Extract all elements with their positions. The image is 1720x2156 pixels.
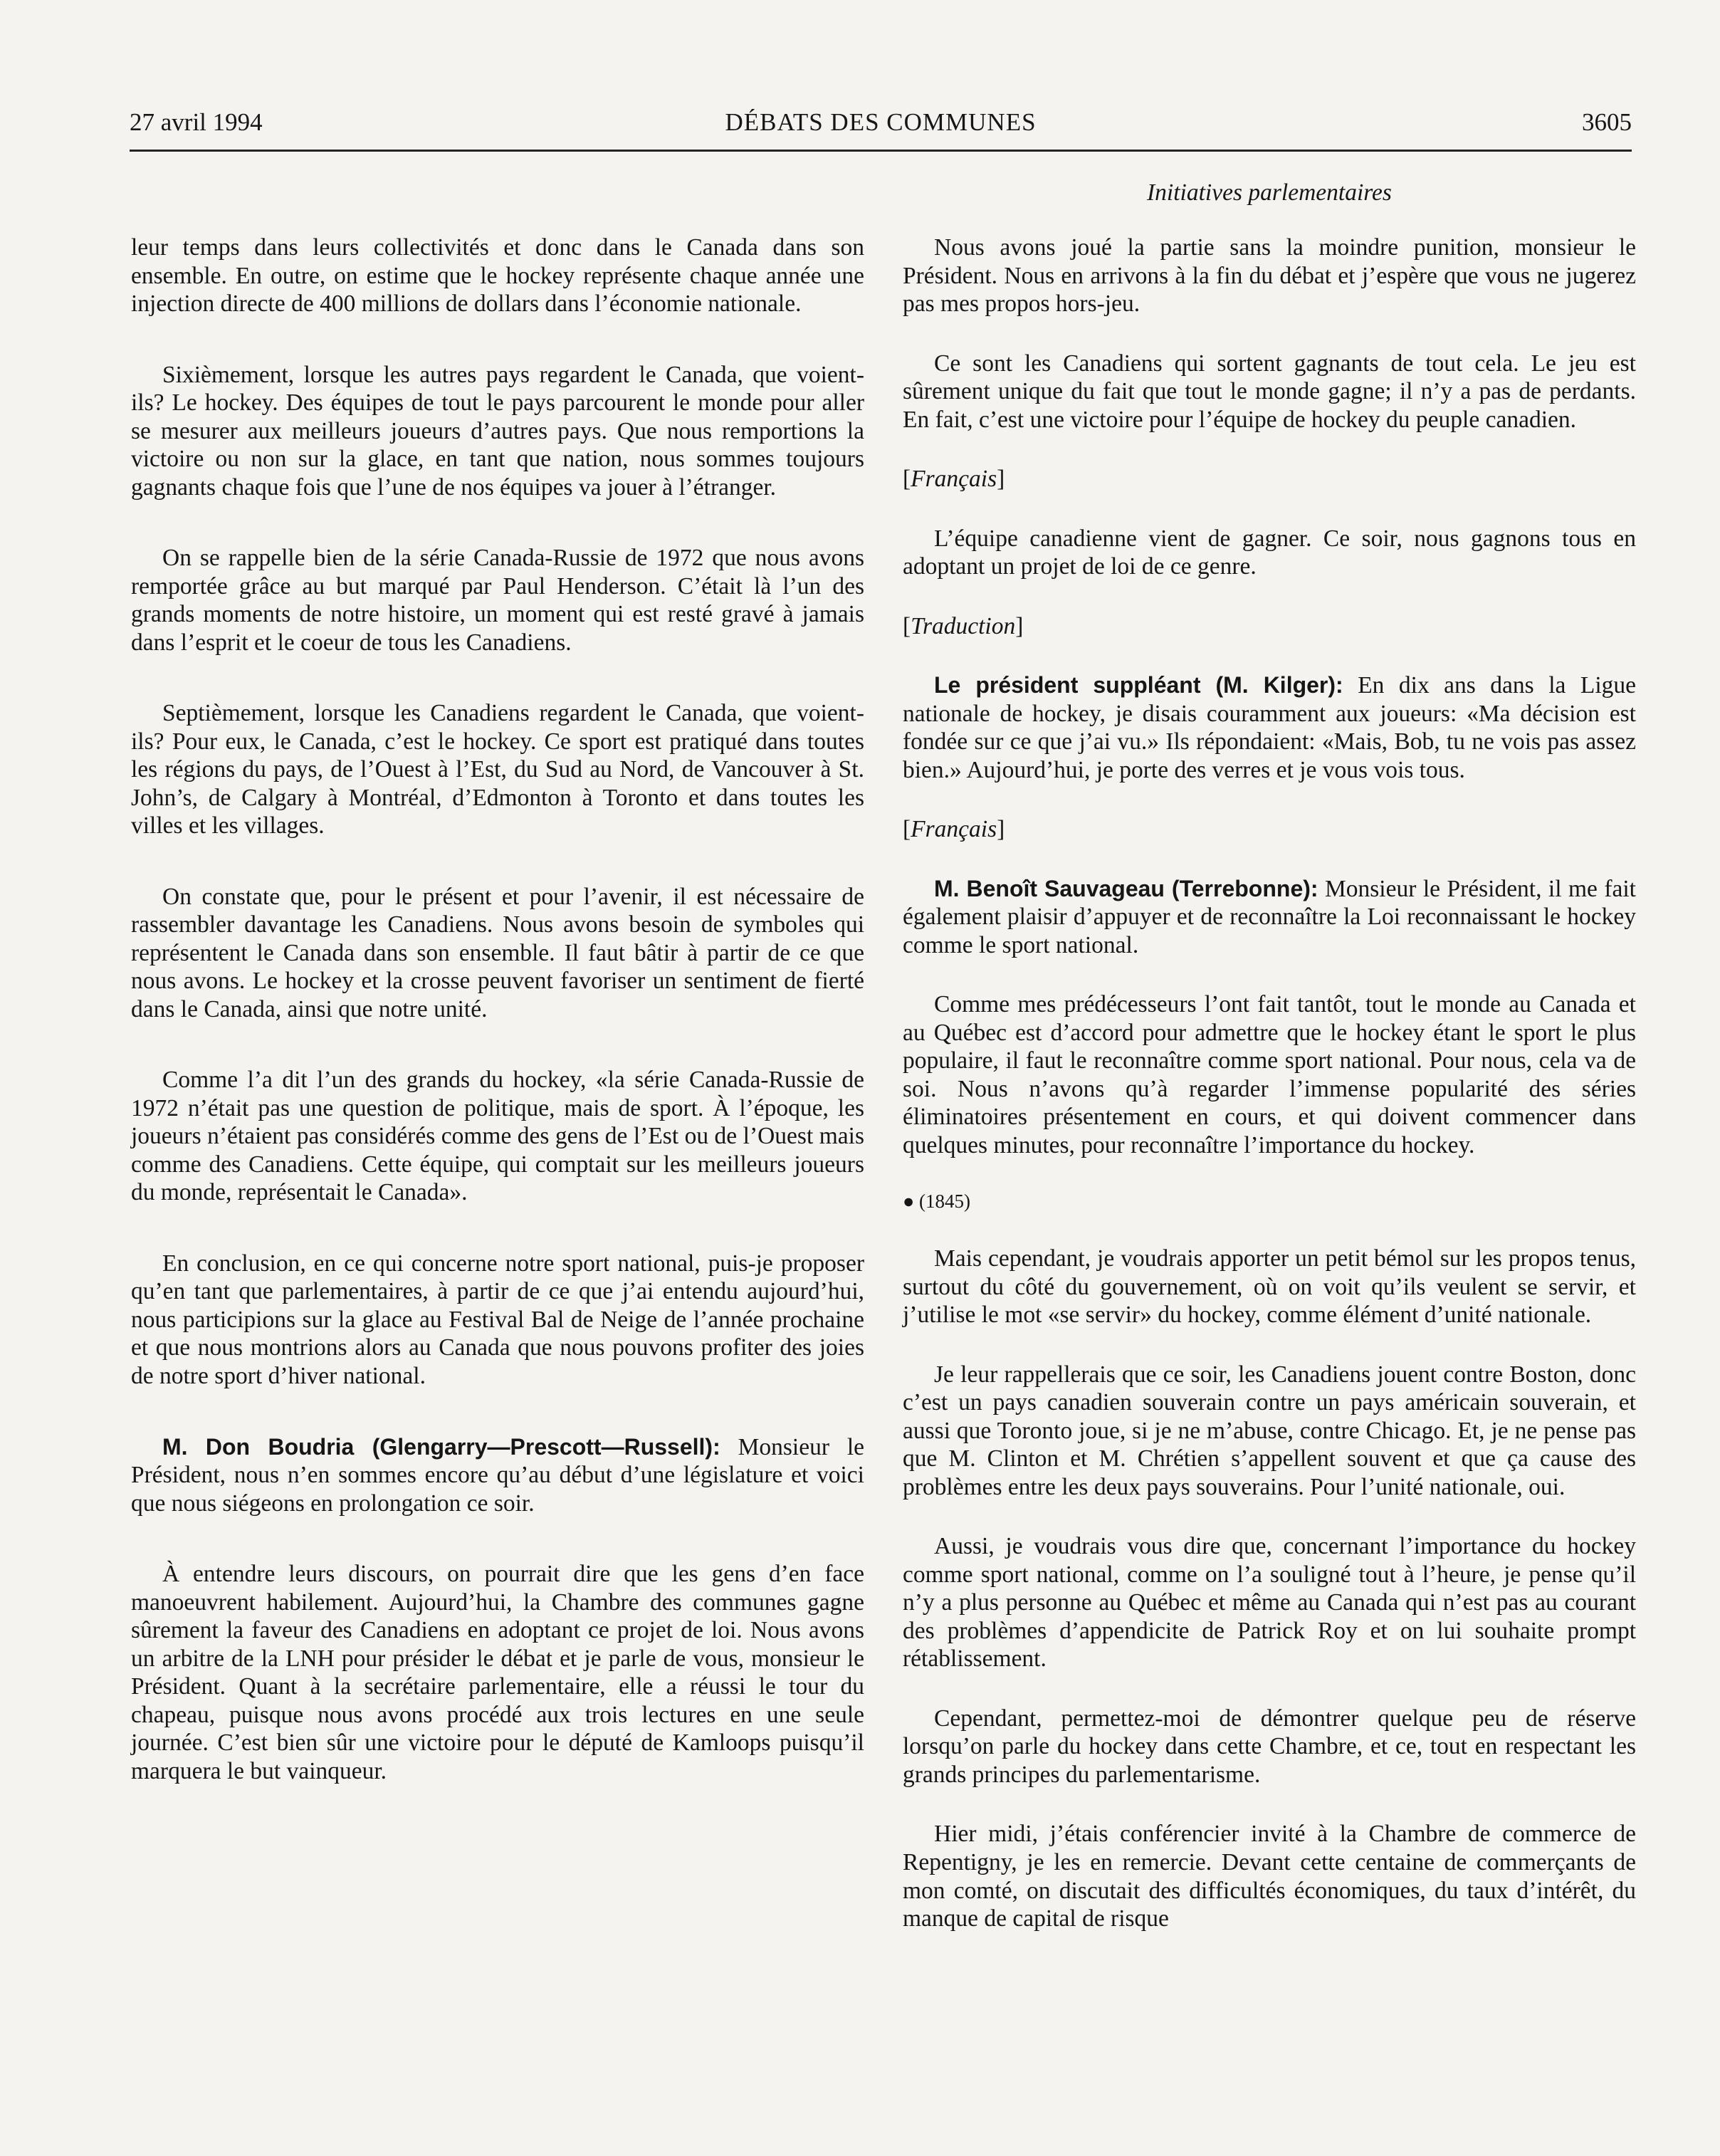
paragraph: Hier midi, j’étais conférencier invité à la Chambre de commerce de Repentigny, je les en remercie. Devant cette centaine de commerçants de mon comté, on discutait des difficultés économiques, du taux d’intérêt, du manque de capital de risque (903, 1821, 1636, 1932)
language-tag: [Traduction] (903, 612, 1024, 639)
paragraph: Aussi, je voudrais vous dire que, concernant l’importance du hockey comme sport national, comme on l’a souligné tout à l’heure, je pense qu’il n’y a plus personne au Québec et même au Canada qui n’est pas au courant des problèmes d’appendicite de Patrick Roy et on lui souhaite prompt rétablissement. (903, 1533, 1636, 1673)
right-column (903, 234, 1636, 1933)
header-title: DÉBATS DES COMMUNES (725, 108, 1037, 136)
speaker-name: M. Benoît Sauvageau (Terrebonne): (934, 875, 1318, 901)
speech-text: Monsieur le Président, il me fait également plaisir d’appuyer et de reconnaître la Loi reconnaissant le hockey comme le sport national. (903, 875, 1636, 958)
paragraph: L’équipe canadienne vient de gagner. Ce soir, nous gagnons tous en adoptant un projet de loi de ce genre. (903, 525, 1636, 580)
paragraph: Je leur rappellerais que ce soir, les Canadiens jouent contre Boston, donc c’est un pays canadien souverain contre un pays américain souverain, et aussi que Toronto joue, si je ne m’abuse, contre Chicago. Et, je ne pense pas que M. Clinton et M. Chrétien s’appellent souvent et que ça cause des problèmes entre les deux pays souverains. Pour l’unité nationale, oui. (903, 1361, 1636, 1500)
paragraph: Comme mes prédécesseurs l’ont fait tantôt, tout le monde au Canada et au Québec est d’accord pour admettre que le hockey étant le sport le plus populaire, il faut le reconnaître comme sport national. Pour nous, cela va de soi. Nous n’avons qu’à regarder l’immense popularité des séries éliminatoires présentement en cours, et qui doivent commencer dans quelques minutes, pour reconnaître l’importance du hockey. (903, 991, 1636, 1158)
speech-paragraph (903, 671, 1636, 784)
paragraph: leur temps dans leurs collectivités et donc dans le Canada dans son ensemble. En outre, on estime que le hockey représente chaque année une injection directe de 400 millions de dollars dans l’économie nationale. (131, 234, 864, 318)
paragraph: Mais cependant, je voudrais apporter un petit bémol sur les propos tenus, surtout du côté du gouvernement, où on voit qu’ils veulent se servir, et j’utilise le mot «se servir» du hockey, comme élément d’unité nationale. (903, 1245, 1636, 1329)
speech-text: Monsieur le Président, nous n’en sommes encore qu’au début d’une législature et voici que nous siégeons en prolongation ce soir. (131, 1433, 865, 1517)
language-tag-text: Français (911, 816, 997, 843)
paragraph: Sixièmement, lorsque les autres pays regardent le Canada, que voient-ils? Le hockey. Des équipes de tout le pays parcourent le monde pour aller se mesurer aux meilleurs joueurs d’autres pays. Que nous remportions la victoire ou non sur la glace, en tant que nation, nous sommes toujours gagnants chaque fois que l’une de nos équipes va jouer à l’étranger. (131, 361, 864, 501)
speech-paragraph (131, 1433, 864, 1518)
language-tag-text: Français (911, 466, 997, 493)
speaker-name: M. Don Boudria (Glengarry—Prescott—Russell): (162, 1433, 720, 1460)
paragraph: On constate que, pour le présent et pour l’avenir, il est nécessaire de rassembler davantage les Canadiens. Nous avons besoin de symboles qui représentent le Canada dans son ensemble. Il faut bâtir à partir de ce que nous avons. Le hockey et la crosse peuvent favoriser un sentiment de fierté dans le Canada, ainsi que notre unité. (131, 883, 864, 1022)
header-page-number: 3605 (1582, 108, 1632, 136)
section-heading: Initiatives parlementaires (1147, 179, 1392, 206)
paragraph: Cependant, permettez-moi de démontrer quelque peu de réserve lorsqu’on parle du hockey dans cette Chambre, et ce, tout en respectant les grands principes du parlementarisme. (903, 1705, 1636, 1788)
paragraph: À entendre leurs discours, on pourrait dire que les gens d’en face manoeuvrent habilement. Aujourd’hui, la Chambre des communes gagne sûrement la faveur des Canadiens en adoptant ce projet de loi. Nous avons un arbitre de la LNH pour présider le débat et je parle de vous, monsieur le Président. Quant à la secrétaire parlementaire, elle a réussi le tour du chapeau, puisque nous avons procédé aux trois lectures en une seule journée. C’est bien sûr une victoire pour le député de Kamloops puisqu’il marquera le but vainqueur. (131, 1561, 864, 1784)
header-date: 27 avril 1994 (130, 108, 263, 136)
paragraph: Nous avons joué la partie sans la moindre punition, monsieur le Président. Nous en arrivons à la fin du débat et j’espère que vous ne jugerez pas mes propos hors-jeu. (903, 234, 1636, 318)
left-column (131, 234, 864, 1785)
paragraph: Septièmement, lorsque les Canadiens regardent le Canada, que voient-ils? Pour eux, le Canada, c’est le hockey. Ce sport est pratiqué dans toutes les régions du pays, de l’Ouest à l’Est, du Sud au Nord, de Vancouver à St. John’s, de Calgary à Montréal, d’Edmonton à Toronto et dans toutes les villes et les villages. (131, 700, 864, 839)
speech-paragraph (903, 875, 1636, 960)
paragraph: En conclusion, en ce qui concerne notre sport national, puis-je proposer qu’en tant que parlementaires, à partir de ce que j’ai entendu aujourd’hui, nous participions sur la glace au Festival Bal de Neige de l’année prochaine et que nous montrions alors au Canada que nous pouvons profiter des joies de notre sport d’hiver national. (131, 1250, 864, 1389)
paragraph: Ce sont les Canadiens qui sortent gagnants de tout cela. Le jeu est sûrement unique du fait que tout le monde gagne; il n’y a pas de perdants. En fait, c’est une victoire pour l’équipe de hockey du peuple canadien. (903, 350, 1636, 433)
time-marker: ● (1845) (903, 1190, 971, 1213)
paragraph: Comme l’a dit l’un des grands du hockey, «la série Canada-Russie de 1972 n’était pas une question de politique, mais de sport. À l’époque, les joueurs n’étaient pas considérés comme des gens de l’Est ou de l’Ouest mais comme des Canadiens. Cette équipe, qui comptait sur les meilleurs joueurs du monde, représentait le Canada». (131, 1067, 864, 1206)
language-tag: [Français] (903, 466, 1005, 493)
page-header (130, 100, 1632, 152)
speech-text: En dix ans dans la Ligue nationale de hockey, je disais couramment aux joueurs: «Ma décision est fondée sur ce que j’ai vu.» Ils répondaient: «Mais, Bob, tu ne vois pas assez bien.» Aujourd’hui, je porte des verres et je vous vois tous. (903, 672, 1636, 783)
language-tag: [Français] (903, 816, 1005, 843)
language-tag-text: Traduction (911, 612, 1016, 639)
speaker-name: Le président suppléant (M. Kilger): (934, 672, 1343, 698)
paragraph: On se rappelle bien de la série Canada-Russie de 1972 que nous avons remportée grâce au but marqué par Paul Henderson. C’était là l’un des grands moments de notre histoire, un moment qui est resté gravé à jamais dans l’esprit et le coeur de tous les Canadiens. (131, 545, 864, 656)
